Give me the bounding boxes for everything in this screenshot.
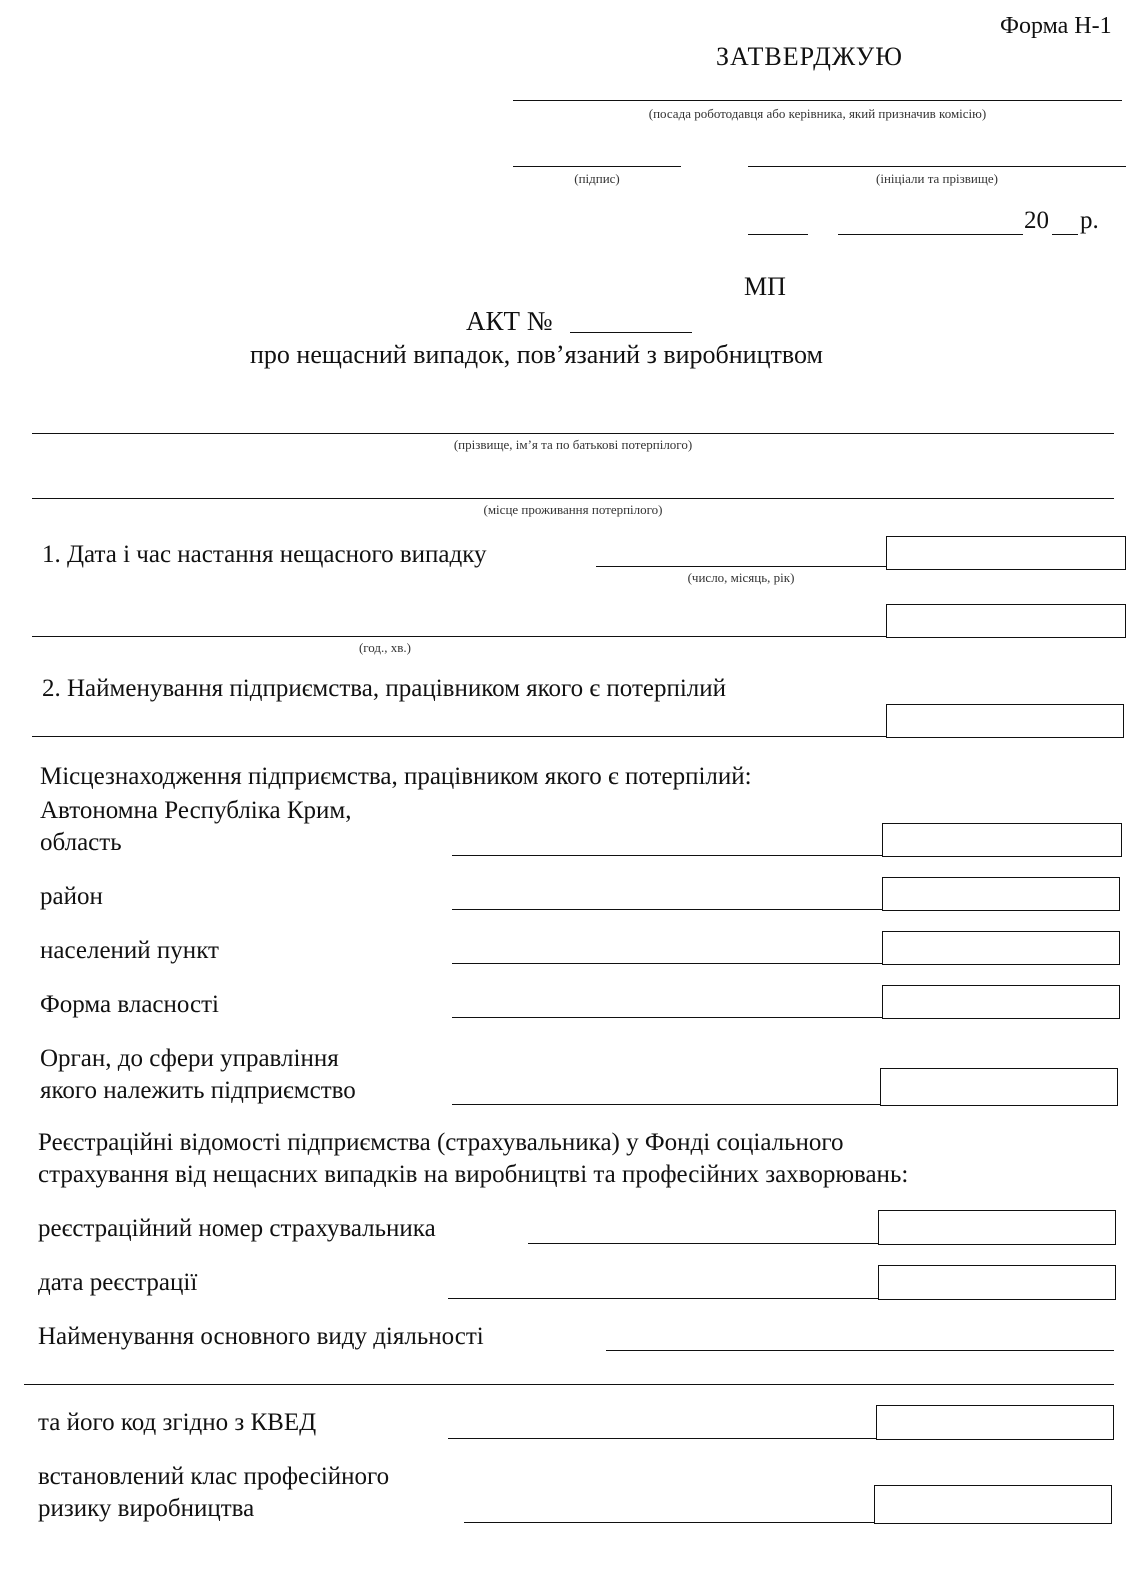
date-code-box[interactable]	[886, 536, 1126, 570]
registration-heading-line2: страхування від нещасних випадків на виробництві та професійних захворювань:	[38, 1161, 909, 1188]
enterprise-name-label: 2. Найменування підприємства, працівником якого є потерпілий	[42, 675, 727, 702]
registration-heading-line1: Реєстраційні відомості підприємства (страхувальника) у Фонді соціального	[38, 1129, 844, 1156]
ownership-code-box[interactable]	[882, 985, 1120, 1019]
risk-class-label-line2: ризику виробництва	[38, 1495, 255, 1522]
settlement-code-box[interactable]	[882, 931, 1120, 965]
kved-code-box[interactable]	[876, 1405, 1114, 1440]
victim-residence-field[interactable]	[32, 498, 1114, 499]
act-number-field[interactable]	[570, 332, 692, 333]
main-activity-field-2[interactable]	[24, 1384, 1114, 1385]
signature-caption: (підпис)	[574, 171, 620, 186]
enterprise-name-field[interactable]	[32, 736, 886, 737]
date-time-label: 1. Дата і час настання нещасного випадку	[42, 541, 487, 568]
enterprise-code-box[interactable]	[886, 704, 1124, 738]
risk-class-label-line1: встановлений клас професійного	[38, 1463, 390, 1490]
act-subtitle: про нещасний випадок, пов’язаний з виробництвом	[250, 340, 823, 369]
year-field[interactable]	[1052, 234, 1078, 235]
date-field[interactable]	[596, 566, 886, 567]
risk-class-box[interactable]	[874, 1485, 1112, 1524]
approval-heading: ЗАТВЕРДЖУЮ	[716, 42, 903, 71]
district-field[interactable]	[452, 909, 882, 910]
reg-date-label: дата реєстрації	[38, 1269, 198, 1296]
reg-date-field[interactable]	[448, 1298, 878, 1299]
oblast-code-box[interactable]	[882, 823, 1122, 857]
position-caption: (посада роботодавця або керівника, який призначив комісію)	[648, 106, 987, 121]
kved-code-label: та його код згідно з КВЕД	[38, 1409, 317, 1436]
initials-caption: (ініціали та прізвище)	[876, 171, 998, 186]
act-label: АКТ №	[466, 306, 553, 336]
oblast-label: область	[40, 829, 122, 856]
stamp-label: МП	[744, 272, 786, 301]
ownership-label: Форма власності	[40, 991, 219, 1018]
time-caption: (год., хв.)	[358, 640, 412, 655]
time-code-box[interactable]	[886, 604, 1126, 638]
settlement-field[interactable]	[452, 963, 882, 964]
district-code-box[interactable]	[882, 877, 1120, 911]
kved-code-field[interactable]	[448, 1438, 876, 1439]
victim-residence-caption: (місце проживання потерпілого)	[483, 502, 663, 517]
victim-name-field[interactable]	[32, 433, 1114, 434]
signature-field[interactable]	[513, 166, 681, 167]
time-field[interactable]	[32, 636, 886, 637]
date-caption: (число, місяць, рік)	[687, 570, 795, 585]
day-field[interactable]	[748, 234, 808, 235]
crimea-label: Автономна Республіка Крим,	[40, 797, 352, 824]
form-code: Форма Н-1	[1000, 13, 1112, 39]
authority-code-box[interactable]	[880, 1068, 1118, 1106]
main-activity-label: Найменування основного виду діяльності	[38, 1323, 484, 1350]
insurer-number-field[interactable]	[528, 1243, 878, 1244]
district-label: район	[40, 883, 103, 910]
settlement-label: населений пункт	[40, 937, 219, 964]
insurer-number-label: реєстраційний номер страхувальника	[38, 1215, 436, 1242]
initials-field[interactable]	[748, 166, 1126, 167]
insurer-number-box[interactable]	[878, 1210, 1116, 1245]
location-heading: Місцезнаходження підприємства, працівником якого є потерпілий:	[40, 763, 752, 790]
year-suffix: р.	[1080, 207, 1099, 234]
authority-field[interactable]	[452, 1104, 882, 1105]
oblast-field[interactable]	[452, 855, 882, 856]
authority-label-line2: якого належить підприємство	[40, 1077, 356, 1104]
month-field[interactable]	[838, 234, 1023, 235]
main-activity-field[interactable]	[606, 1350, 1114, 1351]
risk-class-field[interactable]	[464, 1522, 874, 1523]
victim-name-caption: (прізвище, ім’я та по батькові потерпілого)	[453, 437, 693, 452]
authority-label-line1: Орган, до сфери управління	[40, 1045, 339, 1072]
ownership-field[interactable]	[452, 1017, 882, 1018]
position-field[interactable]	[513, 100, 1122, 101]
year-prefix: 20	[1024, 207, 1049, 234]
reg-date-box[interactable]	[878, 1265, 1116, 1300]
